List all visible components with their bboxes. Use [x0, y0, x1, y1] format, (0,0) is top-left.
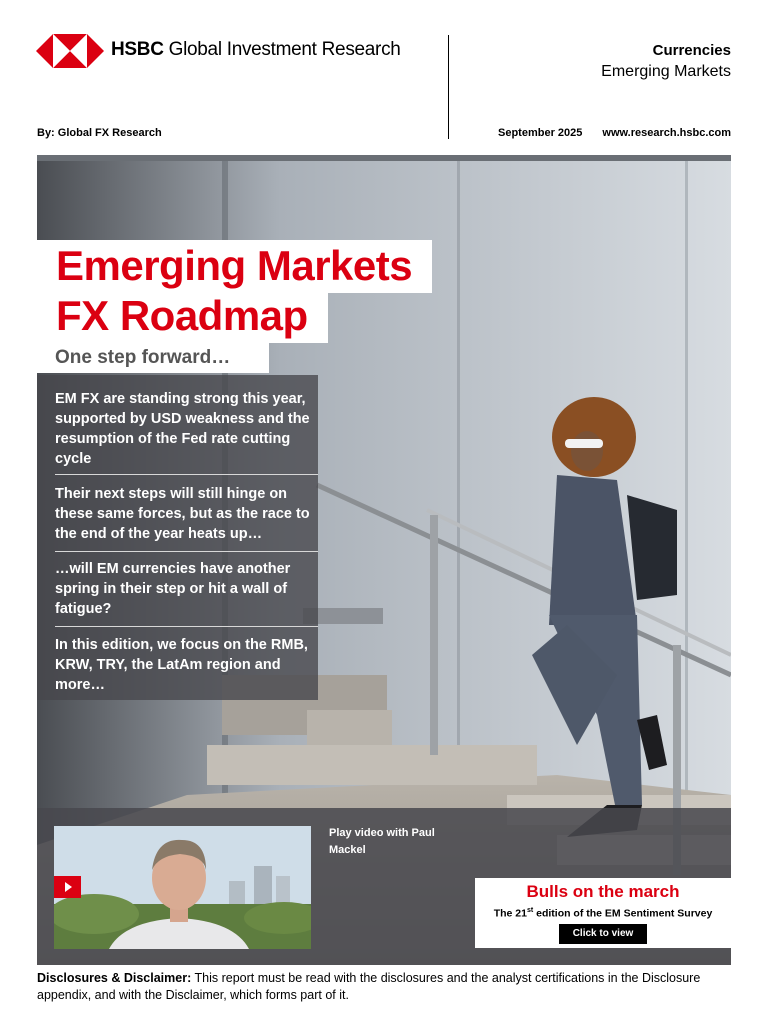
promo-sub-pre: The 21 [493, 907, 527, 920]
hsbc-logo-icon [36, 34, 104, 68]
cover-title-line1: Emerging Markets [56, 242, 413, 289]
brand-name [111, 39, 401, 61]
brand-rest: Global Investment Research [163, 39, 401, 60]
promo-sub-post: edition of the EM Sentiment Survey [533, 907, 713, 920]
website-link[interactable]: www.research.hsbc.com [602, 127, 731, 139]
cover-title-line2: FX Roadmap [56, 292, 308, 339]
summary-point: …will EM currencies have another spring in their step or hit a wall of fatigue? [55, 561, 291, 617]
disclaimer-label: Disclosures & Disclaimer: [37, 971, 192, 985]
publication-date: September 2025 [498, 127, 583, 139]
brand-bold: HSBC [111, 39, 164, 60]
video-thumbnail[interactable] [54, 826, 311, 949]
report-subcategory: Emerging Markets [601, 63, 731, 80]
summary-panel [37, 375, 318, 700]
survey-promo [475, 878, 731, 948]
summary-divider [55, 551, 318, 552]
disclaimer-text: This report must be read with the disclosures and the analyst certifications in the Disclosure appendix, and with the Disclaimer, which forms part of it. [37, 971, 701, 1002]
cover-title-line2-box [37, 292, 328, 343]
promo-title: Bulls on the march [526, 882, 680, 901]
cover-subtitle: One step forward… [55, 347, 231, 368]
play-triangle [65, 882, 72, 892]
summary-point: In this edition, we focus on the RMB, KRW, TRY, the LatAm region and more… [55, 637, 308, 693]
click-to-view-button[interactable]: Click to view [559, 924, 647, 944]
byline: By: Global FX Research [37, 127, 162, 139]
summary-point: EM FX are standing strong this year, supported by USD weakness and the resumption of the Fed rate cutting cycle [55, 391, 310, 467]
report-category: Currencies [652, 42, 731, 59]
cover-title-line1-box [37, 240, 432, 293]
play-icon[interactable] [54, 876, 81, 898]
summary-point: Their next steps will still hinge on these same forces, but as the race to the end of the year heats up… [55, 486, 310, 542]
header-divider [448, 35, 449, 139]
cover-subtitle-box [37, 343, 269, 373]
disclaimer [37, 970, 731, 1004]
summary-divider [55, 626, 318, 627]
video-caption[interactable]: Play video with Paul Mackel [329, 827, 435, 856]
promo-sub-sup: st [526, 907, 534, 914]
promo-subtitle [475, 907, 731, 920]
summary-divider [55, 474, 318, 475]
